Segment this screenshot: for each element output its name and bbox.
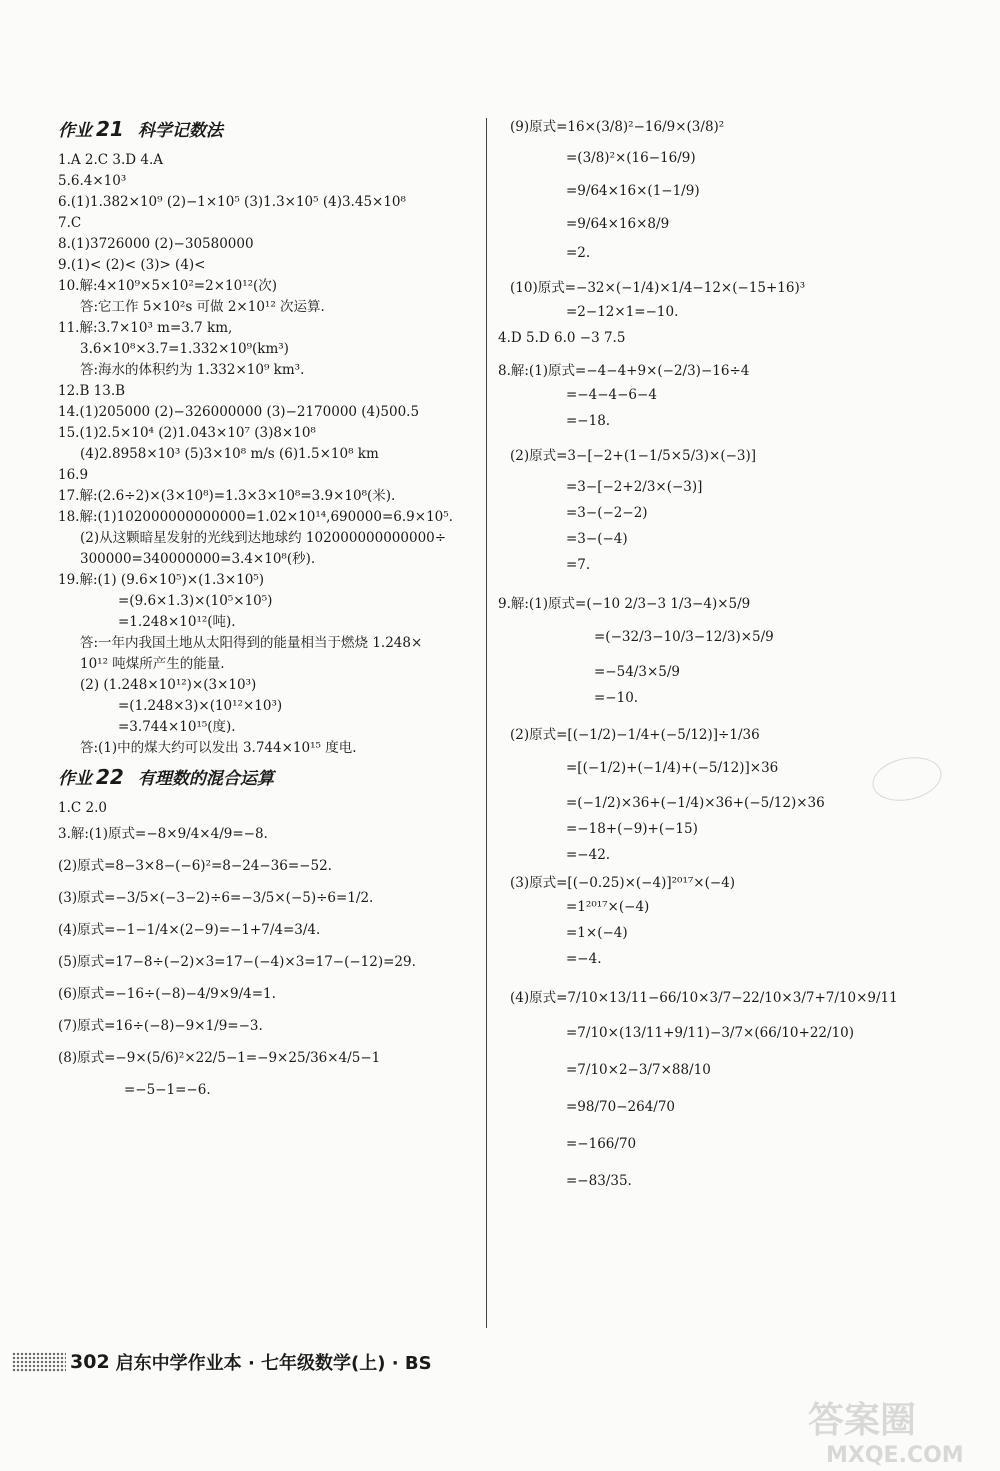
answer-line: 8.(1)3726000 (2)−30580000 [58, 235, 254, 252]
answer-line: 7.C [58, 214, 82, 231]
page-footer [12, 1349, 432, 1375]
answer-line: =−166/70 [566, 1136, 637, 1152]
answer-line: 17.解:(2.6÷2)×(3×10⁸)=1.3×3×10⁸=3.9×10⁸(米). [58, 487, 396, 504]
dot-pattern-decoration [12, 1352, 66, 1372]
answer-line: 答:(1)中的煤大约可以发出 3.744×10¹⁵ 度电. [80, 739, 357, 756]
answer-line: (4)原式=−1−1/4×(2−9)=−1+7/4=3/4. [58, 922, 321, 938]
answer-line: 300000=340000000=3.4×10⁸(秒). [80, 550, 316, 567]
answer-line: (3)原式=[(−0.25)×(−4)]²⁰¹⁷×(−4) [510, 875, 736, 891]
answer-line: =3−[−2+2/3×(−3)] [566, 479, 703, 495]
answer-line: =3.744×10¹⁵(度). [118, 718, 236, 735]
left-column [58, 112, 476, 1106]
heading-title: 科学记数法 [137, 121, 223, 141]
answer-line: (6)原式=−16÷(−8)−4/9×9/4=1. [58, 986, 276, 1002]
watermark-logo [800, 1388, 980, 1468]
answer-line: 1.A 2.C 3.D 4.A [58, 151, 164, 168]
answer-line: 4.D 5.D 6.0 −3 7.5 [498, 330, 626, 346]
answer-line: 答:它工作 5×10²s 可做 2×10¹² 次运算. [80, 298, 325, 315]
answer-line: =1²⁰¹⁷×(−4) [566, 899, 650, 915]
answer-line: =3−(−4) [566, 531, 628, 547]
answer-line: =−4. [566, 951, 602, 967]
answer-line: 6.(1)1.382×10⁹ (2)−1×10⁵ (3)1.3×10⁵ (4)3.45×10⁸ [58, 193, 406, 210]
answer-line: =−42. [566, 847, 611, 863]
answer-line: (3)原式=−3/5×(−3−2)÷6=−3/5×(−5)÷6=1/2. [58, 890, 374, 906]
answer-line: =−5−1=−6. [124, 1082, 211, 1098]
answer-line: =(−32/3−10/3−12/3)×5/9 [594, 629, 774, 645]
answer-line: =(−1/2)×36+(−1/4)×36+(−5/12)×36 [566, 795, 825, 811]
answer-line: =9/64×16×8/9 [566, 216, 670, 232]
answer-line: 11.解:3.7×10³ m=3.7 km, [58, 319, 233, 336]
answer-line: (2) (1.248×10¹²)×(3×10³) [80, 676, 257, 693]
answer-line: =−54/3×5/9 [594, 664, 680, 680]
answer-line: (2)原式=3−[−2+(1−1/5×5/3)×(−3)] [510, 448, 757, 464]
answer-line: =(3/8)²×(16−16/9) [566, 150, 696, 166]
answer-line: 15.(1)2.5×10⁴ (2)1.043×10⁷ (3)8×10⁸ [58, 424, 316, 441]
right-column [498, 112, 950, 1194]
watermark-url: MXQE.COM [826, 1443, 964, 1468]
answer-line: (9)原式=16×(3/8)²−16/9×(3/8)² [510, 119, 725, 135]
heading-number: 21 [96, 117, 124, 141]
answer-line: (7)原式=16÷(−8)−9×1/9=−3. [58, 1018, 263, 1034]
heading-title: 有理数的混合运算 [137, 769, 274, 789]
answer-line: =7/10×(13/11+9/11)−3/7×(66/10+22/10) [566, 1025, 855, 1041]
answer-line: 14.(1)205000 (2)−326000000 (3)−2170000 (4)500.5 [58, 403, 420, 420]
answer-line: =(1.248×3)×(10¹²×10³) [118, 697, 283, 714]
watermark-text: 答案圈 [808, 1400, 917, 1441]
answer-line: =1×(−4) [566, 925, 628, 941]
answer-line: 10¹² 吨煤所产生的能量. [80, 655, 225, 672]
answer-line: (2)原式=8−3×8−(−6)²=8−24−36=−52. [58, 858, 332, 874]
answer-line: 1.C 2.0 [58, 799, 107, 816]
answer-line: (4)2.8958×10³ (5)3×10⁸ m/s (6)1.5×10⁸ km [80, 445, 379, 462]
answer-line: 18.解:(1)102000000000000=1.02×10¹⁴,690000=6.9×10⁵. [58, 508, 453, 525]
answer-line: =2. [566, 245, 591, 261]
answer-line: =[(−1/2)+(−1/4)+(−5/12)]×36 [566, 760, 779, 776]
answer-line: (2)原式=[(−1/2)−1/4+(−5/12)]÷1/36 [510, 727, 760, 743]
answer-line: =1.248×10¹²(吨). [118, 613, 236, 630]
answer-line: 9.解:(1)原式=(−10 2/3−3 1/3−4)×5/9 [498, 596, 751, 612]
answer-line: (10)原式=−32×(−1/4)×1/4−12×(−15+16)³ [510, 280, 806, 296]
answer-line: =−4−4−6−4 [566, 387, 657, 403]
answer-line: =7/10×2−3/7×88/10 [566, 1062, 711, 1078]
answer-line: 16.9 [58, 466, 89, 483]
answer-line: =−18. [566, 413, 611, 429]
heading-number: 22 [96, 765, 124, 789]
answer-line: =−10. [594, 690, 639, 706]
answer-line: 19.解:(1) (9.6×10⁵)×(1.3×10⁵) [58, 571, 265, 588]
section-heading-21 [58, 116, 476, 141]
answer-line: =2−12×1=−10. [566, 304, 679, 320]
answer-line: 3.6×10⁸×3.7=1.332×10⁹(km³) [80, 340, 289, 357]
answer-line: 答:一年内我国土地从太阳得到的能量相当于燃烧 1.248× [80, 634, 423, 651]
heading-label: 作业 [58, 121, 92, 141]
answer-line: (5)原式=17−8÷(−2)×3=17−(−4)×3=17−(−12)=29. [58, 954, 416, 970]
book-title: 启东中学作业本 · 七年级数学(上) · BS [115, 1353, 432, 1374]
answer-line: =7. [566, 557, 591, 573]
column-divider [486, 118, 487, 1328]
answer-line: =(9.6×1.3)×(10⁵×10⁵) [118, 592, 273, 609]
answer-line: =−83/35. [566, 1173, 632, 1189]
answer-line: 12.B 13.B [58, 382, 126, 399]
answer-line: (2)从这颗暗星发射的光线到达地球约 102000000000000÷ [80, 529, 447, 546]
page-number: 302 [70, 1351, 110, 1373]
answer-line: 10.解:4×10⁹×5×10²=2×10¹²(次) [58, 277, 278, 294]
answer-line: =−18+(−9)+(−15) [566, 821, 698, 837]
heading-label: 作业 [58, 769, 92, 789]
answer-line: =3−(−2−2) [566, 505, 648, 521]
answer-line: 9.(1)< (2)< (3)> (4)< [58, 256, 206, 273]
answer-line: 8.解:(1)原式=−4−4+9×(−2/3)−16÷4 [498, 363, 750, 379]
answer-line: 答:海水的体积约为 1.332×10⁹ km³. [80, 361, 305, 378]
section-heading-22 [58, 764, 476, 789]
answer-line: =9/64×16×(1−1/9) [566, 183, 700, 199]
answer-line: 3.解:(1)原式=−8×9/4×4/9=−8. [58, 826, 268, 842]
answer-line: =98/70−264/70 [566, 1099, 676, 1115]
answer-line: 5.6.4×10³ [58, 172, 127, 189]
answer-line: (4)原式=7/10×13/11−66/10×3/7−22/10×3/7+7/10×9/11 [510, 990, 898, 1006]
answer-line: (8)原式=−9×(5/6)²×22/5−1=−9×25/36×4/5−1 [58, 1050, 381, 1066]
